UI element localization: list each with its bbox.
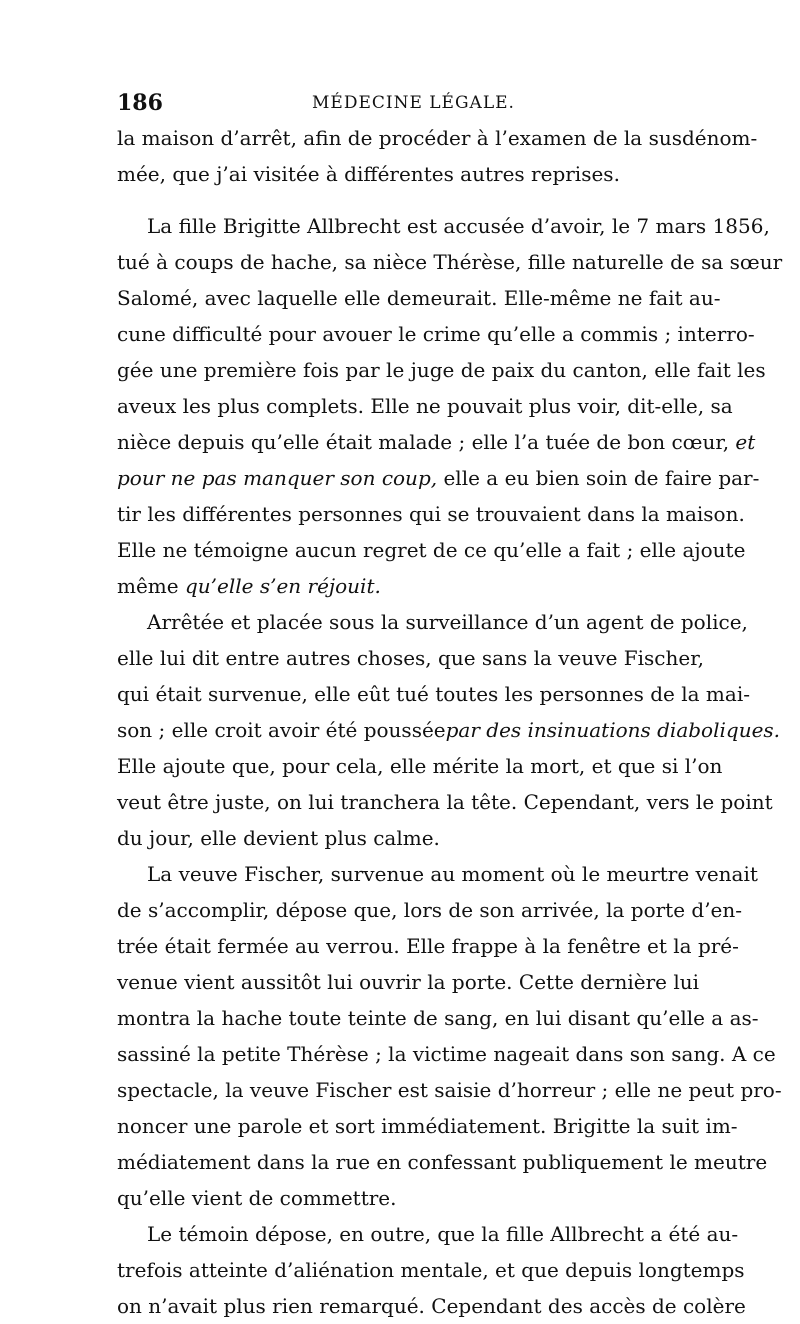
body-text [117, 120, 783, 1324]
page-number: 186 [117, 90, 163, 116]
text-line: elle lui dit entre autres choses, que sans la veuve Fischer, [117, 646, 704, 670]
text-line [117, 424, 756, 460]
text-line: aveux les plus complets. Elle ne pouvait plus voir, dit-elle, sa [117, 394, 733, 418]
text-line: on n’avait plus rien remarqué. Cependant des accès de colère [117, 1294, 746, 1318]
italic-run: et [735, 430, 756, 454]
text-line: tir les différentes personnes qui se trouvaient dans la maison. [117, 502, 745, 526]
text-line: qui était survenue, elle eût tué toutes les personnes de la mai- [117, 682, 750, 706]
text-line: veut être juste, on lui tranchera la tête. Cependant, vers le point [117, 790, 773, 814]
text-line: mée, que j’ai visitée à différentes autres reprises. [117, 162, 620, 186]
text-run: même [117, 574, 179, 598]
text-line: Salomé, avec laquelle elle demeurait. Elle-même ne fait au- [117, 286, 721, 310]
text-line: du jour, elle devient plus calme. [117, 826, 440, 850]
italic-run: qu’elle s’en réjouit. [184, 574, 381, 598]
text-line [117, 568, 672, 604]
text-line: tué à coups de hache, sa nièce Thérèse, fille naturelle de sa sœur [117, 250, 783, 274]
text-line: Elle ajoute que, pour cela, elle mérite la mort, et que si l’on [117, 754, 723, 778]
text-line: la maison d’arrêt, afin de procéder à l’examen de la susdénom- [117, 126, 758, 150]
text-line: venue vient aussitôt lui ouvrir la porte. Cette dernière lui [117, 970, 700, 994]
text-run: elle a eu bien soin de faire par- [443, 466, 760, 490]
text-line: La veuve Fischer, survenue au moment où le meurtre venait [147, 862, 758, 886]
text-line: noncer une parole et sort immédiatement. Brigitte la suit im- [117, 1114, 738, 1138]
text-run: son ; elle croit avoir été poussée [117, 718, 446, 742]
text-line: médiatement dans la rue en confessant publiquement le meutre [117, 1150, 768, 1174]
italic-run: par des insinuations diaboliques. [445, 718, 781, 742]
italic-run: pour ne pas manquer son coup, [117, 466, 438, 490]
text-line [117, 460, 760, 496]
text-line: trefois atteinte d’aliénation mentale, et que depuis longtemps [117, 1258, 745, 1282]
text-line: La fille Brigitte Allbrecht est accusée d’avoir, le 7 mars 1856, [147, 214, 770, 238]
text-line: spectacle, la veuve Fischer est saisie d’horreur ; elle ne peut pro- [117, 1078, 782, 1102]
text-line: Le témoin dépose, en outre, que la fille Allbrecht a été au- [147, 1222, 739, 1246]
text-line: cune difficulté pour avouer le crime qu’elle a commis ; interro- [117, 322, 755, 346]
paragraph-gap [117, 192, 672, 208]
running-head: MÉDECINE LÉGALE. [312, 93, 515, 113]
text-line: Elle ne témoigne aucun regret de ce qu’elle a fait ; elle ajoute [117, 538, 746, 562]
text-line [117, 712, 781, 748]
text-line: qu’elle vient de commettre. [117, 1186, 397, 1210]
page-header [117, 90, 672, 116]
text-line: trée était fermée au verrou. Elle frappe à la fenêtre et la pré- [117, 934, 739, 958]
text-line: Arrêtée et placée sous la surveillance d’un agent de police, [147, 610, 748, 634]
text-line: de s’accomplir, dépose que, lors de son arrivée, la porte d’en- [117, 898, 743, 922]
text-line: sassiné la petite Thérèse ; la victime nageait dans son sang. A ce [117, 1042, 776, 1066]
text-run: nièce depuis qu’elle était malade ; elle l’a tuée de bon cœur, [117, 430, 730, 454]
text-line: gée une première fois par le juge de paix du canton, elle fait les [117, 358, 766, 382]
text-line: montra la hache toute teinte de sang, en lui disant qu’elle a as- [117, 1006, 759, 1030]
